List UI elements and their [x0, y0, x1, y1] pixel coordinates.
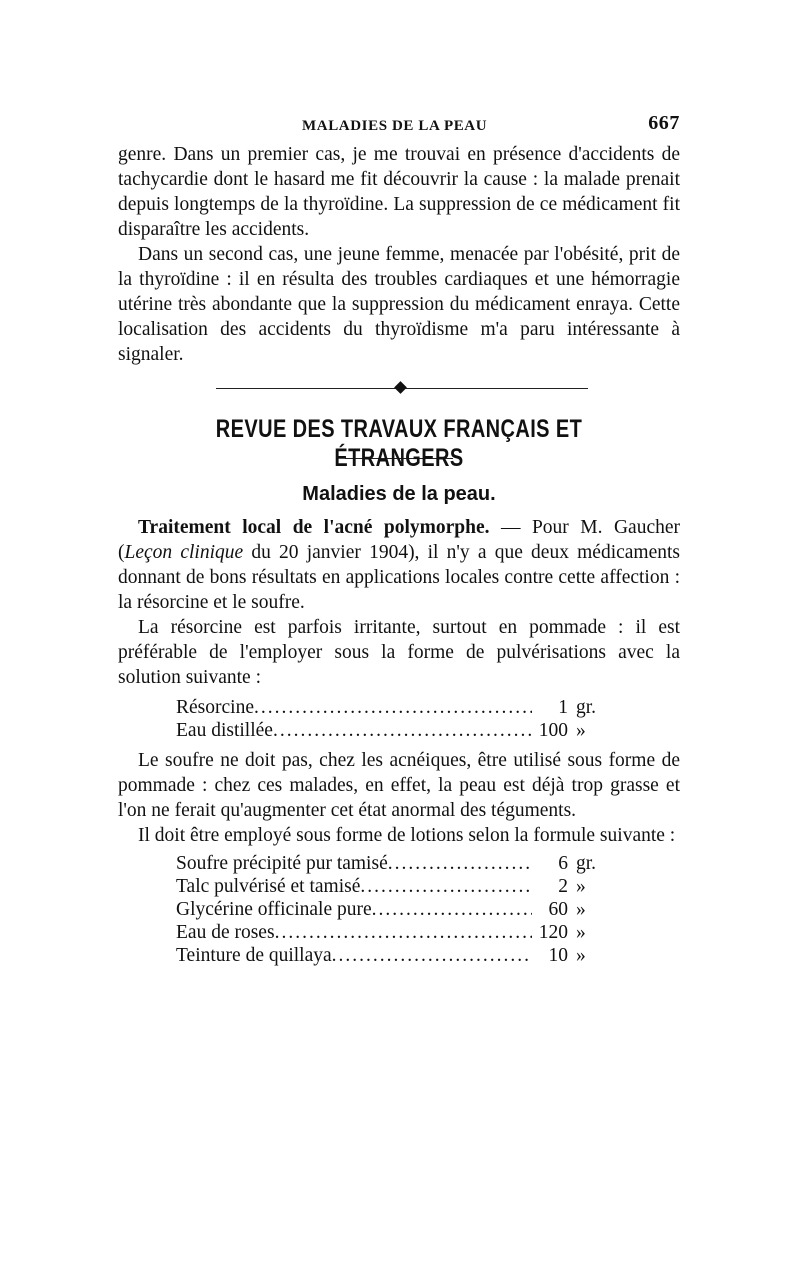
ingredient-unit: »	[576, 922, 586, 943]
paragraph-continued: genre. Dans un premier cas, je me trouvai en présence d'accidents de tachycardie dont le hasard me fit découvrir la cause : la malade prenait depuis longtemps de la thyroïdine. La suppression de ce médicament fit disparaître les accidents.	[118, 144, 680, 240]
formula-row	[176, 852, 616, 875]
leader-dots	[332, 944, 532, 967]
formula-row	[176, 898, 616, 921]
ingredient-unit: »	[576, 899, 586, 920]
ingredient-unit: »	[576, 945, 586, 966]
formula-row	[176, 719, 616, 742]
intro-italic-source: Leçon clinique	[124, 542, 244, 563]
formula-row	[176, 696, 616, 719]
article-intro	[118, 515, 680, 615]
formula-row	[176, 875, 616, 898]
leader-dots	[275, 921, 532, 944]
paragraph-resorcine: La résorcine est parfois irritante, surtout en pommade : il est préférable de l'employer sous la forme de pulvérisations avec la solution suivante :	[118, 617, 680, 688]
ingredient-qty: 10	[548, 945, 568, 966]
ingredient-qty: 2	[558, 876, 568, 897]
paragraph-lotions: Il doit être employé sous forme de lotions selon la formule suivante :	[138, 825, 676, 846]
ingredient-name: Talc pulvérisé et tamisé	[176, 876, 361, 897]
formula-resorcine	[176, 696, 616, 742]
intro-part-1: — Pour M. Gaucher (	[118, 517, 680, 563]
ingredient-name: Eau de roses	[176, 922, 275, 943]
running-header	[118, 112, 680, 142]
running-title: MALADIES DE LA PEAU	[302, 118, 488, 134]
subsection-title: Maladies de la peau.	[302, 483, 496, 505]
ingredient-unit: gr.	[576, 853, 597, 874]
ingredient-unit: »	[576, 720, 586, 741]
formula-soufre	[176, 852, 616, 967]
article-heading: Traitement local de l'acné polymorphe.	[138, 517, 490, 538]
leader-dots	[372, 898, 532, 921]
formula-row	[176, 921, 616, 944]
section-title: REVUE DES TRAVAUX FRANÇAIS ET ÉTRANGERS	[215, 415, 583, 472]
diamond-ornament-icon	[394, 381, 407, 394]
ingredient-unit: »	[576, 876, 586, 897]
ingredient-name: Teinture de quillaya	[176, 945, 332, 966]
ingredient-name: Eau distillée	[176, 720, 273, 741]
leader-dots	[254, 696, 532, 719]
ornamental-divider	[118, 371, 680, 405]
ingredient-name: Glycérine officinale pure	[176, 899, 372, 920]
ingredient-qty: 100	[538, 720, 568, 741]
formula-row	[176, 944, 616, 967]
ingredient-qty: 120	[538, 922, 568, 943]
paragraph-soufre: Le soufre ne doit pas, chez les acnéiques, être utilisé sous forme de pommade : chez ces malades, en effet, la peau est déjà trop grasse et l'on ne ferait qu'augmenter cet état anormal des téguments.	[118, 750, 680, 821]
leader-dots	[388, 852, 532, 875]
ingredient-qty: 60	[548, 899, 568, 920]
ingredient-name: Soufre précipité pur tamisé	[176, 853, 388, 874]
ingredient-qty: 1	[558, 697, 568, 718]
leader-dots	[360, 875, 532, 898]
intro-part-2: du 20 janvier 1904), il n'y a que deux médicaments donnant de bons résultats en applications locales contre cette affection : la résorcine et le soufre.	[118, 542, 681, 613]
ingredient-qty: 6	[558, 853, 568, 874]
leader-dots	[273, 719, 532, 742]
page-number: 667	[648, 112, 680, 134]
ingredient-name: Résorcine	[176, 697, 254, 718]
paragraph-second-case: Dans un second cas, une jeune femme, menacée par l'obésité, prit de la thyroïdine : il en résulta des troubles cardiaques et une hémorragie utérine très abondante que la suppression du médicament enraya. Cette localisation des accidents du thyroïdisme m'a paru intéressante à signaler.	[118, 244, 680, 365]
book-page	[118, 112, 680, 967]
ingredient-unit: gr.	[576, 697, 597, 718]
